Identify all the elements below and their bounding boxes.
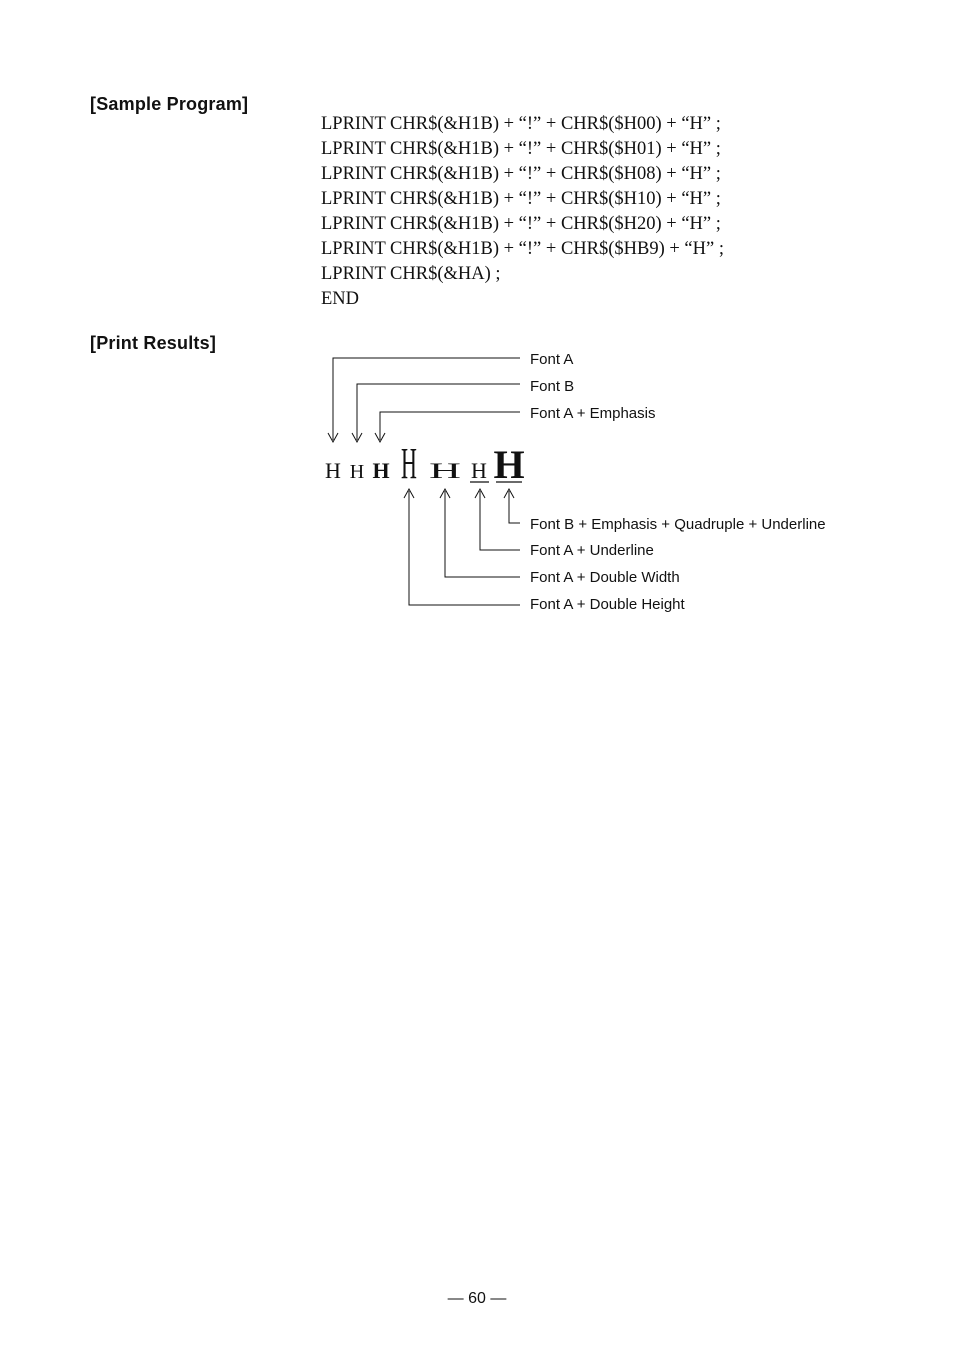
code-line: LPRINT CHR$(&H1B) + “!” + CHR$($H00) + “H” ; xyxy=(321,114,721,134)
code-line: END xyxy=(321,289,360,309)
label-font-a-double-width: Font A + Double Width xyxy=(530,569,680,586)
callout-line-font-a-double-height xyxy=(409,491,520,605)
sample-h-font-b: H xyxy=(349,461,365,483)
label-font-a-double-height: Font A + Double Height xyxy=(530,596,685,613)
sample-program-heading: [Sample Program] xyxy=(90,94,249,114)
sample-h-font-a-underline: H xyxy=(471,458,487,483)
callout-line-font-a xyxy=(333,358,520,440)
print-results-heading: [Print Results] xyxy=(90,333,217,353)
code-line: LPRINT CHR$(&H1B) + “!” + CHR$($H08) + “H” ; xyxy=(321,164,721,184)
code-line: LPRINT CHR$(&HA) ; xyxy=(321,264,501,284)
code-line: LPRINT CHR$(&H1B) + “!” + CHR$($HB9) + “H” ; xyxy=(321,239,724,259)
label-font-a-emphasis: Font A + Emphasis xyxy=(530,405,656,422)
sample-h-font-a: H xyxy=(325,458,341,483)
callout-line-font-a-underline xyxy=(480,491,520,550)
sample-h-font-a-double-height: H xyxy=(401,438,417,489)
page-number: — 60 — xyxy=(447,1290,507,1307)
code-line: LPRINT CHR$(&H1B) + “!” + CHR$($H01) + “H” ; xyxy=(321,139,721,159)
callout-line-font-b-quad xyxy=(509,491,520,523)
print-results-diagram xyxy=(0,0,954,640)
label-font-b: Font B xyxy=(530,378,575,395)
code-line: LPRINT CHR$(&H1B) + “!” + CHR$($H10) + “H” ; xyxy=(321,189,721,209)
callout-line-font-a-emphasis xyxy=(380,412,520,440)
sample-h-font-a-double-width: H xyxy=(429,458,461,484)
label-font-a-underline: Font A + Underline xyxy=(530,542,654,559)
label-font-b-quad: Font B + Emphasis + Quadruple + Underline xyxy=(530,516,826,533)
sample-h-font-a-emphasis: H xyxy=(372,458,390,483)
code-line: LPRINT CHR$(&H1B) + “!” + CHR$($H20) + “H” ; xyxy=(321,214,721,234)
sample-h-font-b-quad: H xyxy=(493,442,525,487)
label-font-a: Font A xyxy=(530,351,574,368)
